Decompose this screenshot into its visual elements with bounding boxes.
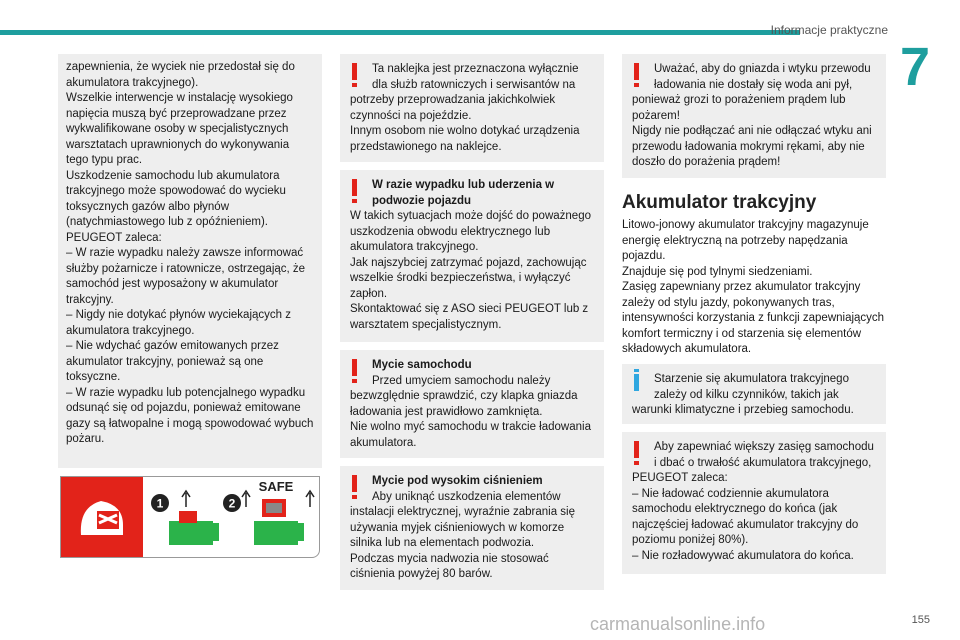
warning-exclamation-icon [352,359,357,376]
car-wash-text: bezwzględnie sprawdzić, czy klapka gniazda ładowania jest prawidłowo zamknięta. Nie wolno myć samochodu w trakcie ładowania akumulatora. [350,390,591,449]
charging-socket-text: ponieważ grozi to porażeniem prądem lub pożarem! Nigdy nie podłączać ani nie odłączać wtyku ani przewodu ładowania mokrymi rękami, aby nie doszło do porażenia prądem! [632,94,872,168]
chapter-number: 7 [900,37,931,97]
rescue-sticker-first-line: Ta naklejka jest przeznaczona wyłącznie dla służb ratowniczych i serwisantów na [372,63,579,91]
page-number: 155 [911,614,930,626]
charging-socket-first-line: Uważać, aby do gniazda i wtyku przewodu ładowania nie dostały się woda ani pył, [654,63,871,91]
charging-socket-warning [622,54,886,178]
rescue-sticker-text: potrzeby przeprowadzania jakichkolwiek czynności na pojeździe. Innym osobom nie wolno dotykać urządzenia przedstawionego na naklejce. [350,94,580,153]
accident-warning-text: W takich sytuacjach może dojść do poważnego uszkodzenia obwodu elektrycznego lub akumulatora trakcyjnego. Jak najszybciej zatrzymać pojazd, zachowując wszelkie środki bezpieczeństwa, i wyłączyć zapłon. Skontaktować się z ASO sieci PEUGEOT lub z warsztatem specjalistycznym. [350,210,591,331]
firefighter-helmet-icon [61,477,143,557]
warning-exclamation-icon [634,441,639,458]
battery-aging-first-line: Starzenie się akumulatora trakcyjnego zależy od kilku czynników, takich jak [654,373,849,401]
accident-warning [340,170,604,342]
warning-exclamation-icon [634,63,639,80]
header-accent-bar [0,30,800,35]
warning-exclamation-icon [352,179,357,196]
rescue-sticker-figure [60,476,320,558]
fire-safety-text: zapewnienia, że wyciek nie przedostał się do akumulatora trakcyjnego). Wszelkie interwencje w instalację wysokiego napięcia muszą być przeprowadzane przez wykwalifikowane osoby w specjalistycznych warsztatach uprawnionych do wykonywania tego typu prac. Uszkodzenie samochodu lub akumulatora trakcyjnego może spowodować do wycieku toksycznych gazów albo płynów (natychmiastowego lub z opóźnieniem). PEUGEOT zaleca: – W razie wypadku należy zawsze informować służby pożarnicze i ratownicze, ostrzegając, że samochód jest wyposażony w akumulator trakcyjny. – Nigdy nie dotykać płynów wyciekających z akumulatora trakcyjnego. – Nie wdychać gazów emitowanych przez akumulator trakcyjny, ponieważ są one toksyczne. – W razie wypadku lub potencjalnego wypadku odsunąć się od pojazdu, ponieważ emitowane gazy są łatwopalne i mogą spowodować wybuch pożaru. [66,61,314,445]
warning-exclamation-icon [352,63,357,80]
battery-range-text: PEUGEOT zaleca: – Nie ładować codziennie akumulatora samochodu elektrycznego do końca (jak najczęściej ładować akumulator trakcyjny do poziomu poniżej 80%). – Nie rozładowywać akumulatora do końca. [632,472,859,562]
step-2-label: 2 [228,496,236,511]
accident-warning-title: W razie wypadku lub uderzenia w podwozie pojazdu [372,179,555,207]
battery-range-first-line: Aby zapewniać większy zasięg samochodu i dbać o trwałość akumulatora trakcyjnego, [654,441,874,469]
pressure-wash-first-line: Aby uniknąć uszkodzenia elementów [372,490,561,503]
fire-safety-note [58,54,322,468]
pressure-wash-title: Mycie pod wysokim ciśnieniem [372,475,543,487]
safe-label: SAFE [258,479,294,494]
car-wash-first-line: Przed umyciem samochodu należy [372,374,551,387]
pressure-wash-warning [340,466,604,590]
battery-description: Litowo-jonowy akumulator trakcyjny magazynuje energię elektryczną na potrzeby napędzania pojazdu. Znajduje się pod tylnymi siedzeniami. Zasięg zapewniany przez akumulator trakcyjny zależy od stylu jazdy, pokonywanych tras, intensywności korzystania z funkcji zapewniających komfort termiczny i od starzenia się elementów składowych akumulatora. [622,219,885,355]
battery-range-warning [622,432,886,574]
battery-aging-info [622,364,886,424]
section-title: Informacje praktyczne [770,23,888,37]
battery-disconnect-diagram [144,477,320,557]
step-1-label: 1 [156,496,164,511]
pressure-wash-text: instalacji elektrycznej, wyraźnie zabrania się używania myjek ciśnieniowych w komorze silnika lub na elementach podwozia. Podczas mycia nadwozia nie stosować ciśnienia powyżej 80 barów. [350,506,575,580]
info-icon [634,374,639,391]
watermark: carmanualsonline.info [590,614,766,634]
car-wash-warning [340,350,604,458]
rescue-sticker-warning [340,54,604,162]
battery-heading: Akumulator trakcyjny [622,192,817,213]
battery-aging-text: warunki klimatyczne i przebieg samochodu. [632,404,854,416]
warning-exclamation-icon [352,475,357,492]
car-wash-title: Mycie samochodu [372,359,472,371]
